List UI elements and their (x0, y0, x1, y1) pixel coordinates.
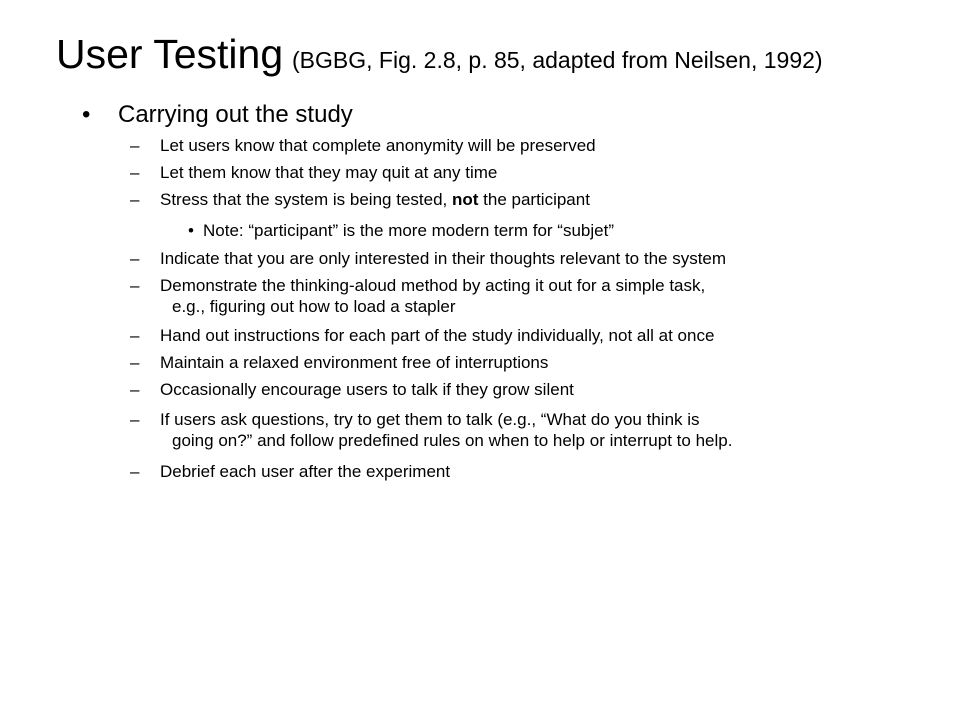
sub-item-line2: e.g., figuring out how to load a stapler (172, 297, 456, 316)
sub-item-text: Let them know that they may quit at any time (160, 163, 498, 182)
dash-marker: – (130, 353, 140, 372)
sub-item-line2: going on?” and follow predefined rules on when to help or interrupt to help. (172, 431, 733, 450)
sub-item-text-before: Stress that the system is being tested, (160, 190, 452, 209)
sub-item-line1: If users ask questions, try to get them to talk (e.g., “What do you think is (160, 410, 700, 429)
main-bullet-text: Carrying out the study (118, 101, 353, 128)
sub-item-text (160, 409, 732, 451)
sub-item-text: Hand out instructions for each part of the study individually, not all at once (160, 326, 715, 345)
slide-title (56, 31, 823, 77)
dash-marker: – (130, 136, 140, 155)
sub-item-text: Maintain a relaxed environment free of interruptions (160, 353, 549, 372)
title-main: User Testing (56, 31, 284, 77)
sub-item-text: Occasionally encourage users to talk if they grow silent (160, 380, 574, 399)
emphasis-not: not (451, 190, 479, 209)
sub-item-text (160, 275, 705, 317)
dash-marker: – (130, 380, 140, 399)
dash-marker: – (130, 326, 140, 345)
dash-marker: – (130, 190, 140, 209)
note-text: Note: “participant” is the more modern term for “subjet” (203, 221, 614, 240)
dash-marker: – (130, 410, 140, 429)
sub-item-text: Let users know that complete anonymity will be preserved (160, 136, 596, 155)
bullet-marker: • (82, 101, 91, 128)
dash-marker: – (130, 276, 140, 295)
dash-marker: – (130, 163, 140, 182)
sub-item-line1: Demonstrate the thinking-aloud method by acting it out for a simple task, (160, 276, 706, 295)
dash-marker: – (130, 462, 140, 481)
sub-item-text (160, 189, 590, 210)
sub-item-text-after: the participant (478, 190, 590, 209)
title-citation: (BGBG, Fig. 2.8, p. 85, adapted from Neilsen, 1992) (292, 47, 823, 73)
dash-marker: – (130, 249, 140, 268)
sub-item-text: Indicate that you are only interested in their thoughts relevant to the system (160, 249, 727, 268)
sub-item-text: Debrief each user after the experiment (160, 462, 451, 481)
bullet-marker: • (188, 221, 194, 240)
